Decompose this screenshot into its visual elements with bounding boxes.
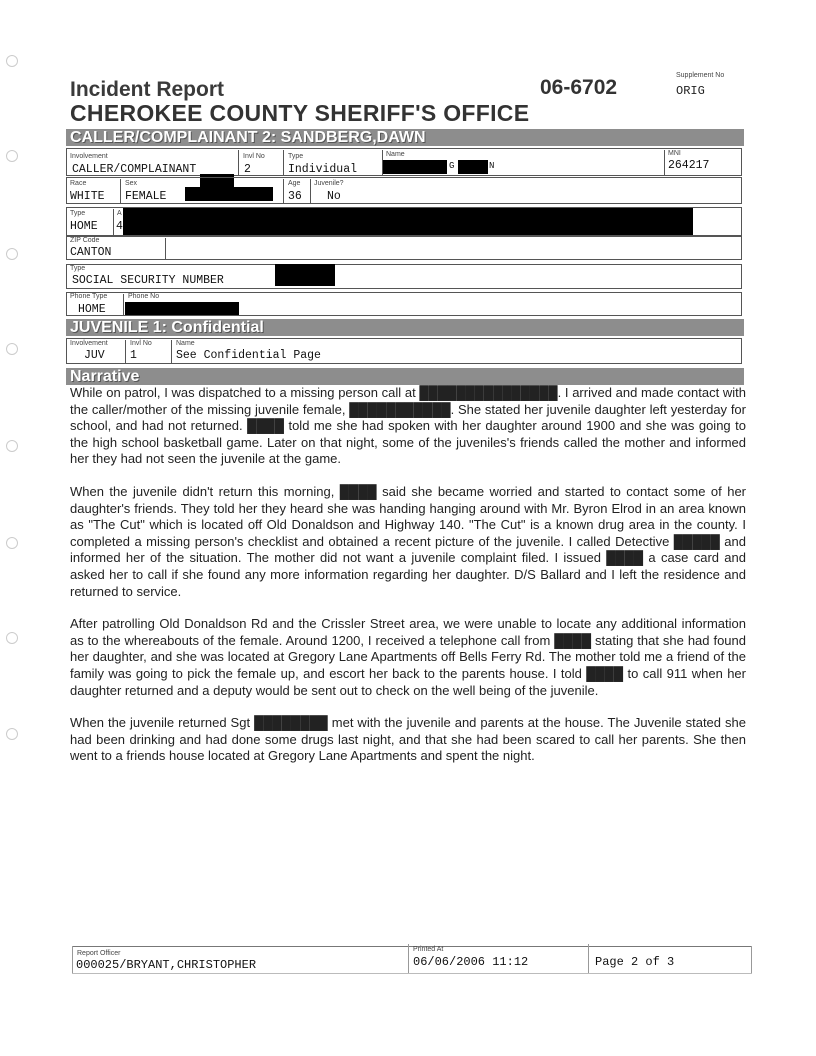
office-name: CHEROKEE COUNTY SHERIFF'S OFFICE bbox=[70, 100, 530, 126]
juv-name-value: See Confidential Page bbox=[176, 349, 321, 362]
narrative-paragraph: After patrolling Old Donaldson Rd and the Crissler Street area, we were unable to locate any additional information as to the whereabouts of the female. Around 1200, I received a telephone call from ████ stating that she had found her daughter, and she was located at Gregory Lane Apartments off Bells Ferry Rd. The mother told me a friend of the family was going to pick the female up, and escort her back to the parents house. I told ████ to call 911 when her daughter returned and a deputy would be sent out to check on the well being of the juvenile. bbox=[70, 616, 746, 698]
binder-hole bbox=[6, 728, 18, 740]
juv-involvement-label: Involvement bbox=[70, 340, 108, 347]
age-value: 36 bbox=[288, 190, 302, 203]
invl-no-label: Invl No bbox=[243, 153, 265, 160]
redaction-block bbox=[383, 160, 447, 174]
involvement-label: Involvement bbox=[70, 153, 108, 160]
juvenile-label: Juvenile? bbox=[314, 180, 344, 187]
address-type-label: Type bbox=[70, 210, 86, 217]
invl-no-value: 2 bbox=[244, 163, 251, 176]
caller-section-header: CALLER/COMPLAINANT 2: SANDBERG,DAWN bbox=[66, 129, 744, 146]
address-label-fragment: A bbox=[117, 210, 122, 217]
binder-hole bbox=[6, 440, 18, 452]
caller-row-zip bbox=[66, 236, 742, 260]
narrative-section-header: Narrative bbox=[66, 368, 744, 385]
mni-label: MNI bbox=[668, 150, 681, 157]
report-officer-label: Report Officer bbox=[77, 950, 121, 957]
binder-hole bbox=[6, 248, 18, 260]
involvement-value: CALLER/COMPLAINANT bbox=[72, 163, 197, 176]
name-fragment-2: N bbox=[489, 161, 495, 171]
supplement-label: Supplement No bbox=[676, 72, 725, 79]
page-number: Page 2 of 3 bbox=[595, 955, 675, 969]
name-fragment-1: G bbox=[449, 161, 455, 171]
juvenile-section-header: JUVENILE 1: Confidential bbox=[66, 319, 744, 336]
name-label: Name bbox=[386, 151, 405, 158]
juv-invl-no-label: Invl No bbox=[130, 340, 152, 347]
id-type-value: SOCIAL SECURITY NUMBER bbox=[72, 274, 224, 287]
juvenile-row bbox=[66, 338, 742, 364]
address-value-fragment: 4 bbox=[116, 220, 123, 233]
binder-hole bbox=[6, 55, 18, 67]
redaction-block bbox=[275, 264, 335, 286]
phone-no-label: Phone No bbox=[128, 293, 160, 300]
redaction-block bbox=[458, 160, 488, 174]
narrative-paragraph: When the juvenile didn't return this morning, ████ said she became worried and started to contact some of her daughter's friends. They told her they heard she was handing hanging around with Mr. Byron Elrod in an area known as "The Cut" which is located off Old Donaldson and Highway 140. "The Cut" is a known drug area in the county. I completed a missing person's checklist and obtained a recent picture of the juvenile. I called Detective █████ and informed her of the situation. The mother did not want a juvenile complaint filed. I issued ████ a case card and asked her to call if she found any more information regarding her daughter. D/S Ballard and I left the residence and returned to service. bbox=[70, 483, 746, 599]
age-label: Age bbox=[288, 180, 301, 187]
redaction-block bbox=[123, 208, 693, 235]
mni-value: 264217 bbox=[668, 159, 710, 172]
juv-involvement-value: JUV bbox=[84, 349, 105, 362]
report-officer-value: 000025/BRYANT,CHRISTOPHER bbox=[76, 958, 257, 972]
zip-city-value: CANTON bbox=[70, 246, 112, 259]
binder-hole bbox=[6, 632, 18, 644]
phone-type-label: Phone Type bbox=[70, 293, 108, 300]
printed-at-value: 06/06/2006 11:12 bbox=[413, 955, 529, 969]
redaction-block bbox=[185, 187, 273, 201]
juv-name-label: Name bbox=[176, 340, 195, 347]
binder-hole bbox=[6, 343, 18, 355]
address-type-value: HOME bbox=[70, 220, 98, 233]
type-label: Type bbox=[288, 153, 304, 160]
narrative-paragraph: When the juvenile returned Sgt ████████ met with the juvenile and parents at the house. The Juvenile stated she had been drinking and had done some drugs last night, and that she had been scared to call her parents. She then went to a friends house located at Gregory Lane Apartments and spent the night. bbox=[70, 715, 746, 764]
redaction-block bbox=[125, 302, 239, 315]
sex-value: FEMALE bbox=[125, 190, 167, 203]
supplement-value: ORIG bbox=[676, 84, 705, 98]
caller-row-demographics bbox=[66, 177, 742, 204]
binder-hole bbox=[6, 537, 18, 549]
printed-at-label: Printed At bbox=[413, 946, 444, 953]
id-type-label: Type bbox=[70, 265, 86, 272]
binder-hole bbox=[6, 150, 18, 162]
type-value: Individual bbox=[288, 163, 358, 176]
juvenile-value: No bbox=[327, 190, 341, 203]
juv-invl-no-value: 1 bbox=[130, 349, 137, 362]
sex-label: Sex bbox=[125, 180, 138, 187]
race-value: WHITE bbox=[70, 190, 105, 203]
zip-label: ZIP Code bbox=[70, 237, 100, 244]
case-number: 06-6702 bbox=[540, 76, 618, 99]
narrative-body bbox=[70, 385, 746, 781]
race-label: Race bbox=[70, 180, 87, 187]
narrative-paragraph: While on patrol, I was dispatched to a missing person call at ███████████████. I arrived and made contact with the caller/mother of the missing juvenile female, ███████████. She stated her juvenile daughter left yesterday for school, and had not returned. ████ told me she had spoken with her daughter around 1900 and she was going to the high school basketball game. Later on that night, some of the juveniles's friends called the mother and informed her they had not seen the juvenile at the game. bbox=[70, 385, 746, 467]
report-title: Incident Report bbox=[70, 78, 225, 101]
phone-type-value: HOME bbox=[78, 303, 106, 316]
